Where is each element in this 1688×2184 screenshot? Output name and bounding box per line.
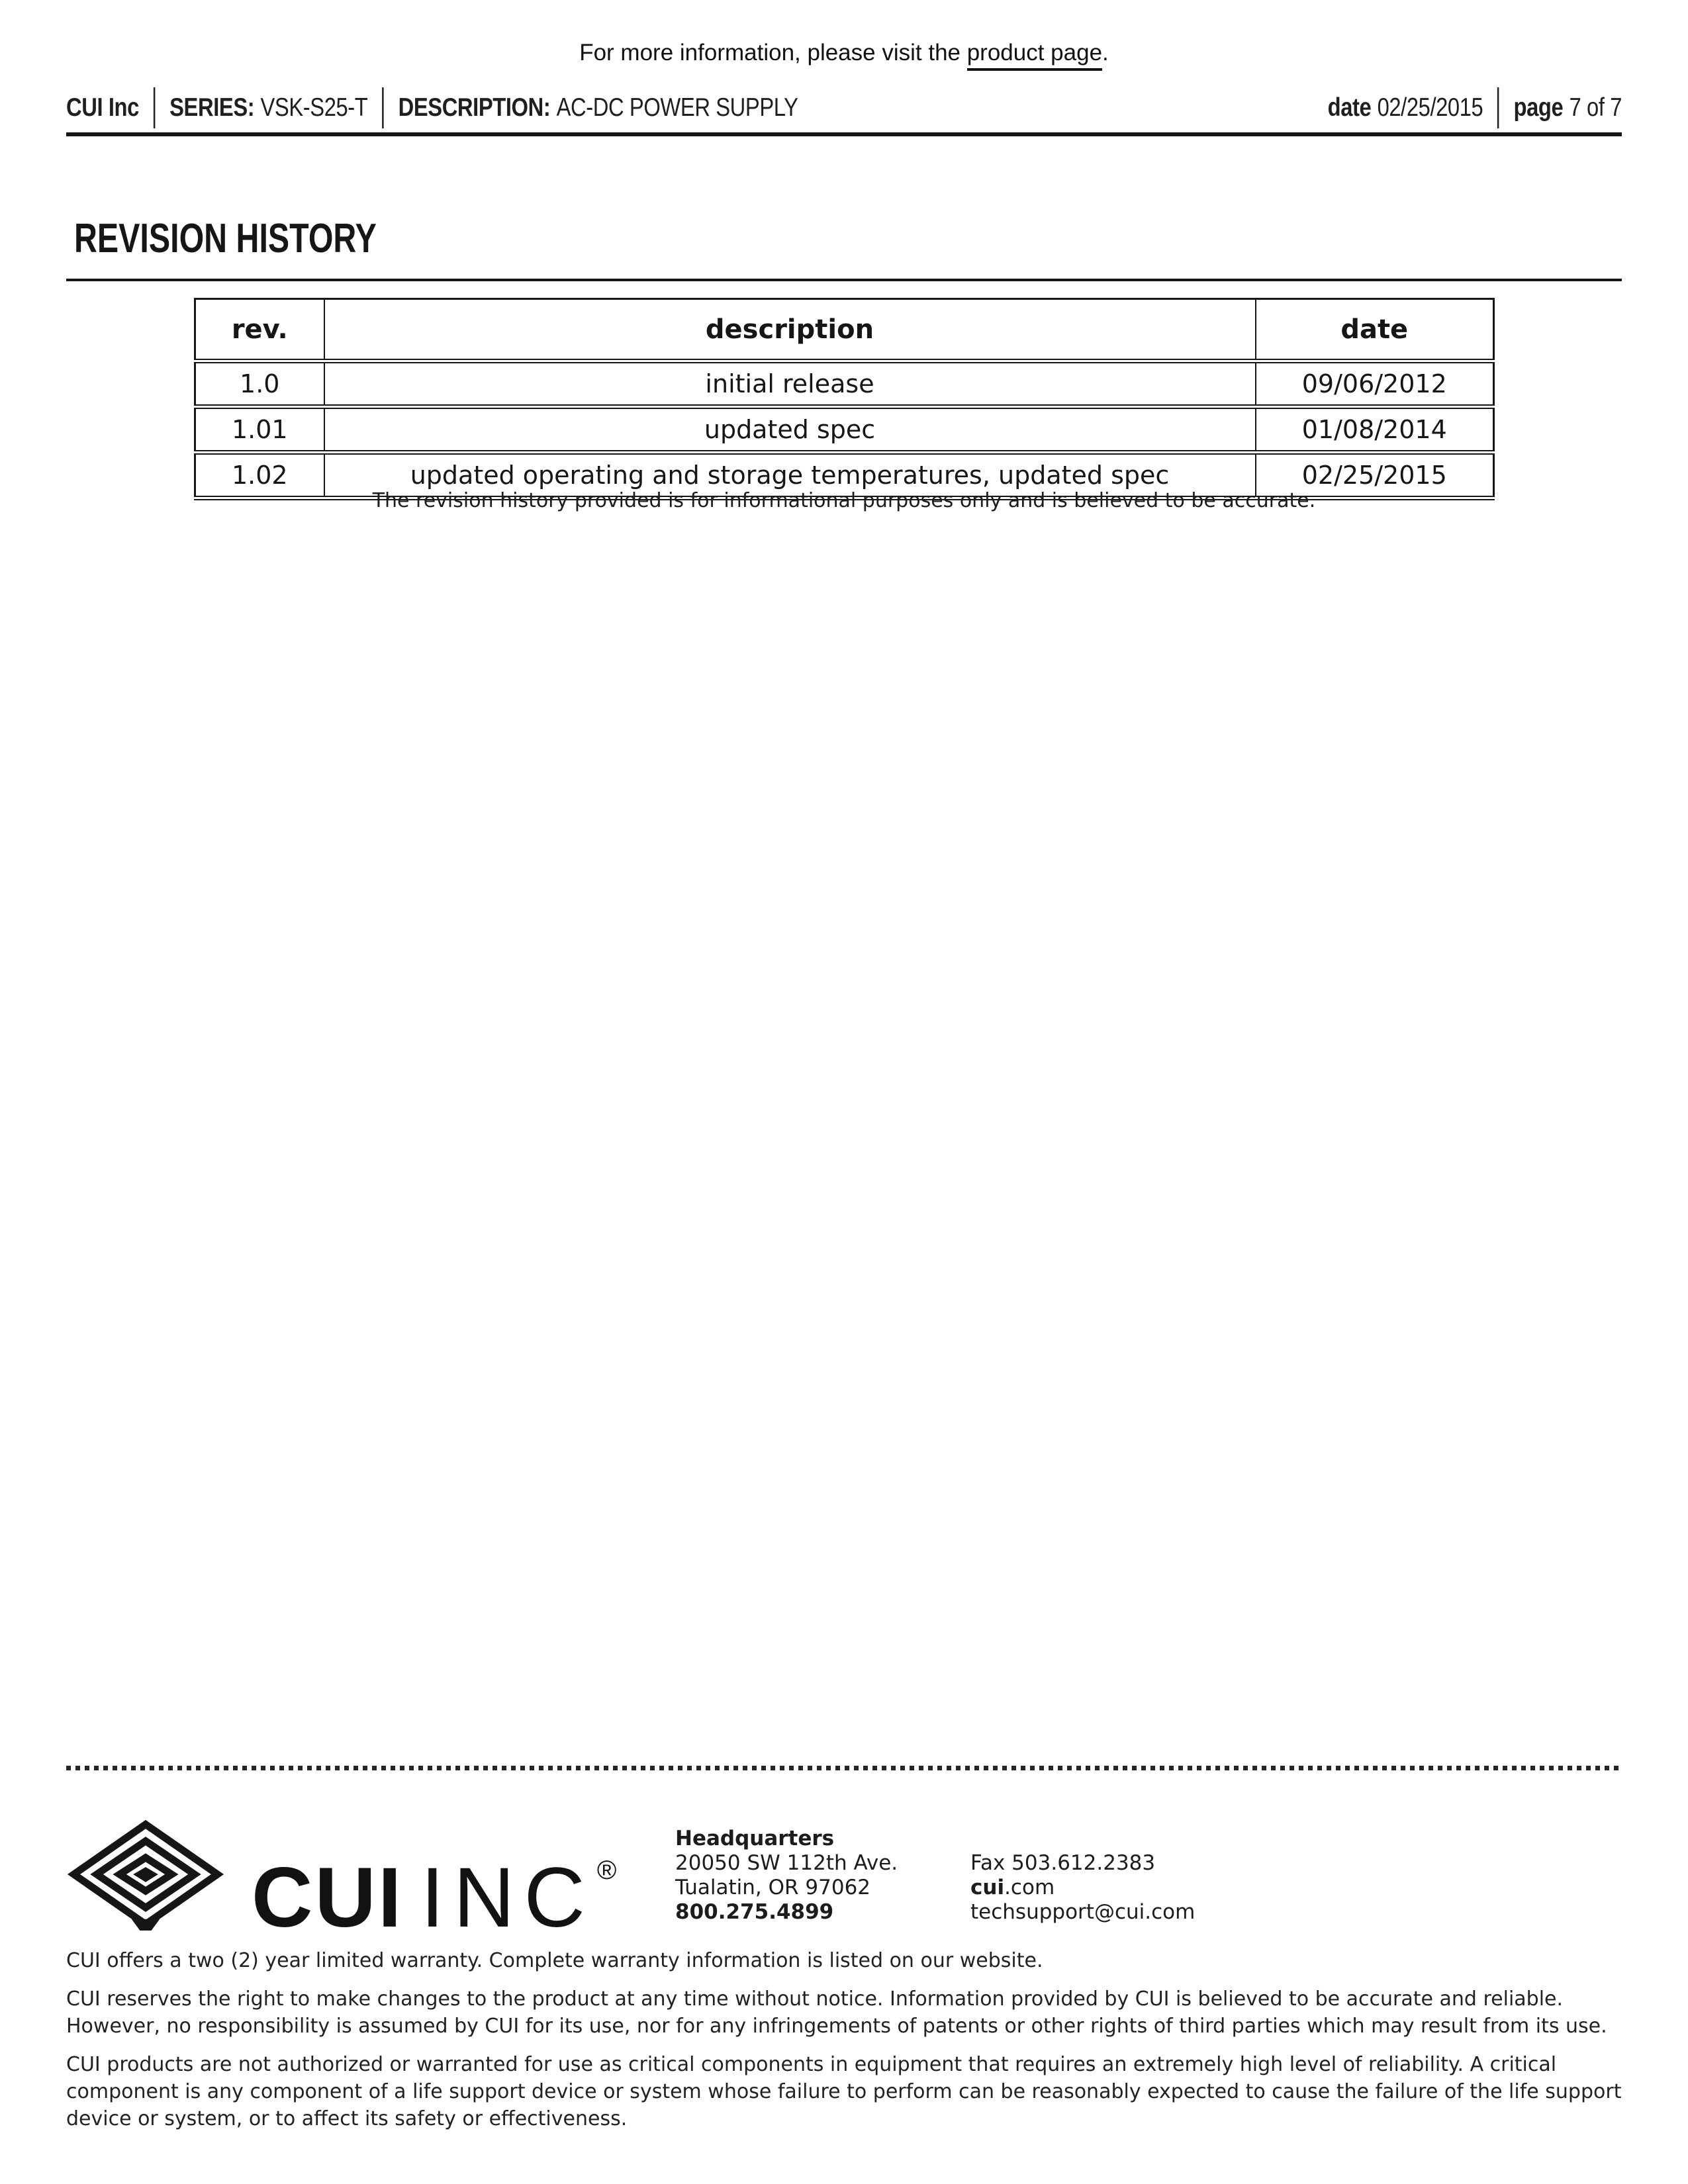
brand-primary: CUI — [252, 1850, 404, 1945]
brand-wordmark — [252, 1850, 617, 1945]
cui-logo-icon — [68, 1816, 224, 1931]
footer-dotted-rule — [66, 1766, 1622, 1770]
header-rule — [66, 132, 1622, 136]
cell-date: 01/08/2014 — [1256, 407, 1494, 453]
cell-description: updated spec — [324, 407, 1256, 453]
phone-number: 800.275.4899 — [675, 1900, 834, 1924]
date-value: 02/25/2015 — [1377, 93, 1483, 122]
header-divider — [382, 87, 384, 128]
company-name: CUI Inc — [66, 93, 139, 122]
fax-number: Fax 503.612.2383 — [970, 1851, 1156, 1875]
series-value: VSK-S25-T — [260, 93, 368, 122]
headquarters-block — [675, 1827, 898, 1925]
revision-table — [194, 298, 1495, 500]
header-divider — [1497, 87, 1499, 128]
website-tld: .com — [1004, 1876, 1055, 1899]
legal-paragraph-warranty: CUI offers a two (2) year limited warranty. Complete warranty information is listed on our website. — [66, 1949, 1043, 1972]
legal-text — [66, 1947, 1630, 2144]
headquarters-title: Headquarters — [675, 1827, 835, 1850]
cell-description: updated operating and storage temperatures, updated spec — [324, 453, 1256, 498]
cell-rev: 1.0 — [195, 361, 324, 407]
table-header-row — [195, 299, 1494, 361]
support-email: techsupport@cui.com — [970, 1900, 1196, 1924]
column-header-description: description — [324, 299, 1256, 361]
table-row — [195, 361, 1494, 407]
page-title: REVISION HISTORY — [74, 216, 377, 261]
cell-rev: 1.02 — [195, 453, 324, 498]
product-page-link[interactable]: product page — [967, 40, 1102, 71]
page-label: page — [1513, 93, 1564, 122]
info-line-suffix: . — [1102, 40, 1109, 66]
title-rule — [66, 279, 1622, 281]
description-label: DESCRIPTION: — [398, 93, 551, 122]
cell-date: 02/25/2015 — [1256, 453, 1494, 498]
address-line-2: Tualatin, OR 97062 — [675, 1876, 871, 1899]
cell-rev: 1.01 — [195, 407, 324, 453]
header-right — [1328, 87, 1622, 128]
registered-mark: ® — [596, 1856, 617, 1885]
table-row — [195, 407, 1494, 453]
legal-paragraph-changes: CUI reserves the right to make changes to the product at any time without notice. Information provided by CUI is believed to be accurate and reliable. However, no responsibility is assumed by CUI for its use, nor for any infringements of patents or other rights of third parties which may result from its use. — [66, 1987, 1607, 2038]
cell-date: 09/06/2012 — [1256, 361, 1494, 407]
brand-secondary: INC — [420, 1850, 594, 1945]
legal-paragraph-critical-use: CUI products are not authorized or warranted for use as critical components in equipment that requires an extremely high level of reliability. A critical component is any component of a life support device or system whose failure to perform can be reasonably expected to cause the failure of the life support device or system, or to affect its safety or effectiveness. — [66, 2053, 1622, 2130]
cell-description: initial release — [324, 361, 1256, 407]
header-left — [66, 87, 798, 128]
info-line-prefix: For more information, please visit the — [579, 40, 967, 66]
address-line-1: 20050 SW 112th Ave. — [675, 1851, 898, 1875]
column-header-date: date — [1256, 299, 1494, 361]
contact-block — [970, 1851, 1195, 1925]
date-label: date — [1327, 93, 1372, 122]
page-number: 7 of 7 — [1569, 93, 1622, 122]
series-label: SERIES: — [169, 93, 255, 122]
website — [970, 1876, 1195, 1900]
description-value: AC-DC POWER SUPPLY — [556, 93, 798, 122]
column-header-rev: rev. — [195, 299, 324, 361]
website-domain: cui — [970, 1876, 1005, 1899]
header-divider — [154, 87, 156, 128]
header-bar — [66, 86, 1622, 130]
info-line — [0, 40, 1688, 66]
table-caption: The revision history provided is for informational purposes only and is believed to be accurate. — [372, 489, 1316, 512]
